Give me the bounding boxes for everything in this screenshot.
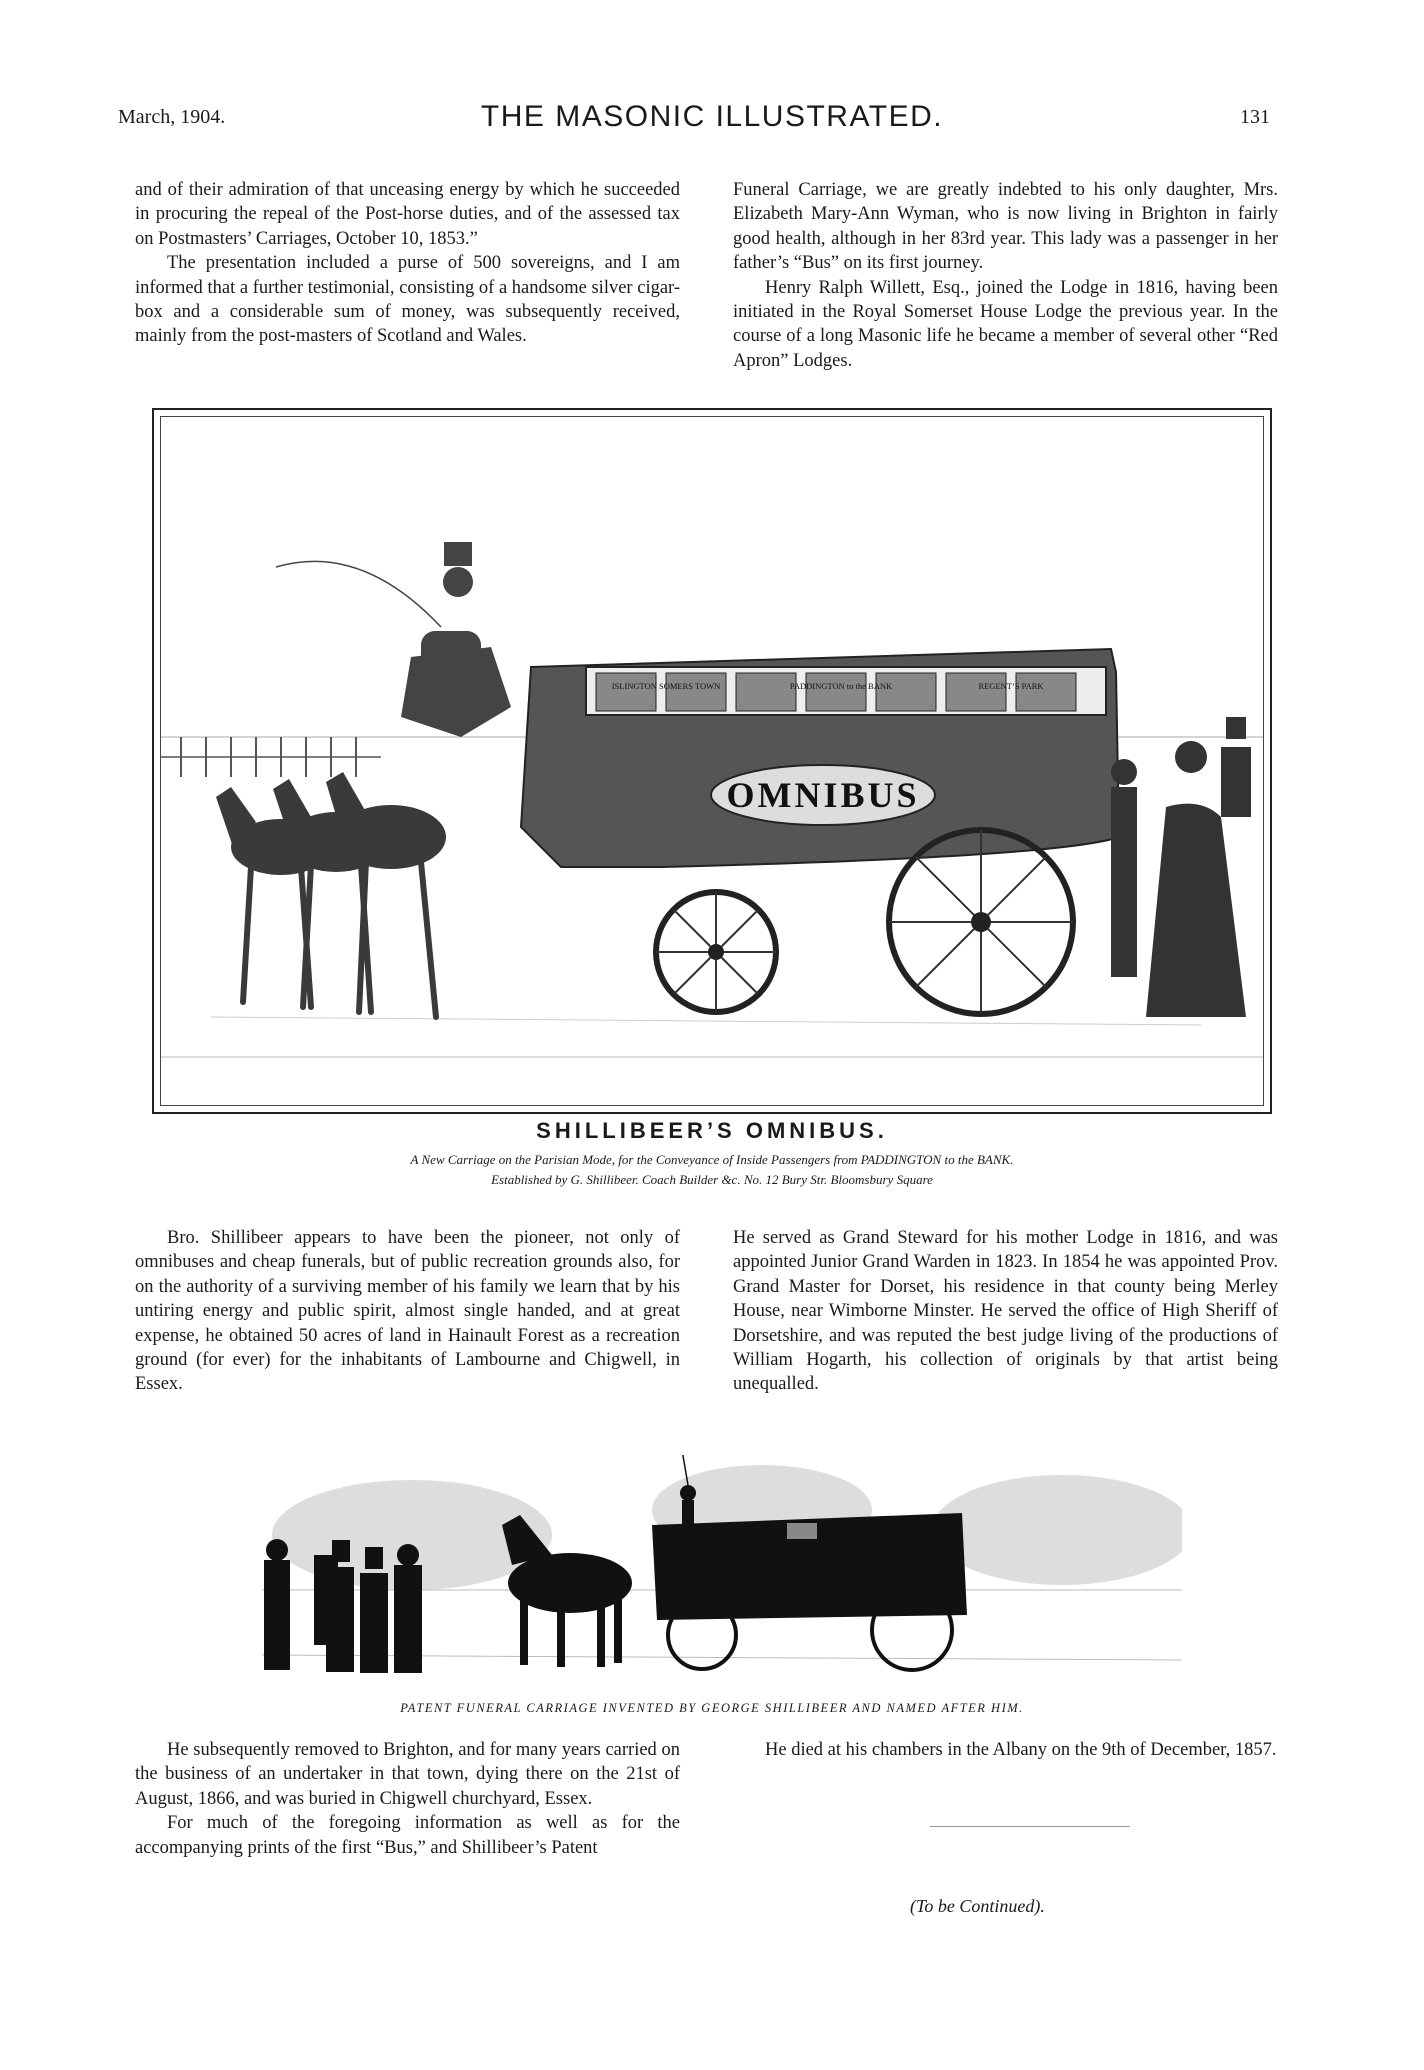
paragraph: He died at his chambers in the Albany on the 9th of December, 1857. [765,1740,1277,1760]
paragraph: For much of the foregoing information as well as for the accompanying prints of the first “Bus,” and Shillibeer’s Patent [135,1813,680,1858]
funeral-carriage-engraving [262,1455,1182,1690]
paragraph: Bro. Shillibeer appears to have been the pioneer, not only of omnibuses and cheap funerals, but of public recreation grounds also, for on the authority of a surviving member of his family we learn that by his untiring energy and public spirit, almost single handed, and at great expense, he obtained 50 acres of land in Hainault Forest as a recreation ground (for ever) for the inhabitants of Lambourne and Chigwell, in Essex. [135,1228,680,1395]
figure2-caption: PATENT FUNERAL CARRIAGE INVENTED BY GEORGE SHILLIBEER AND NAMED AFTER HIM. [400,1701,1024,1715]
middle-right-column [733,1226,1278,1397]
figure1-subcaption: A New Carriage on the Parisian Mode, for the Conveyance of Inside Passengers from PADDINGTON to the BANK. [410,1152,1014,1167]
paragraph: Funeral Carriage, we are greatly indebted to his only daughter, Mrs. Elizabeth Mary-Ann Wyman, who is now living in Brighton in fairly good health, although in her 83rd year. This lady was a passenger in her father’s “Bus” on its first journey. [733,180,1278,274]
section-rule [930,1826,1130,1827]
paragraph: He served as Grand Steward for his mother Lodge in 1816, and was appointed Junior Grand Warden in 1823. In 1854 he was appointed Prov. Grand Master for Dorset, his residence in that county being Merley House, near Wimborne Minster. He served the office of High Sheriff of Dorsetshire, and was reputed the best judge living of the productions of William Hogarth, his collection of originals by that artist being unequalled. [733,1228,1278,1395]
continued-notice: (To be Continued). [910,1896,1045,1916]
page-number: 131 [1240,106,1270,128]
figure1-title: SHILLIBEER’S OMNIBUS. [536,1118,888,1143]
paragraph: He subsequently removed to Brighton, and for many years carried on the business of an undertaker in that town, dying there on the 21st of August, 1866, and was buried in Chigwell churchyard, Essex. [135,1740,680,1809]
bottom-left-column [135,1738,680,1860]
omnibus-illustration [161,417,1264,1106]
omnibus-sign: OMNIBUS [726,775,920,815]
paragraph: and of their admiration of that unceasing energy by which he succeeded in procuring the repeal of the Post-horse duties, and of the assessed tax on Postmasters’ Carriages, October 10, 1853.” [135,180,680,249]
masthead-title: THE MASONIC ILLUSTRATED. [480,100,944,133]
omnibus-engraving [152,408,1272,1114]
destination-panel: REGENT’S PARK [978,681,1044,691]
top-right-column [733,178,1278,373]
page-header [0,100,1424,140]
bottom-right-column [733,1738,1278,1762]
destination-panel: ISLINGTON SOMERS TOWN [611,681,721,691]
destination-panel: PADDINGTON to the BANK [789,681,893,691]
middle-left-column [135,1226,680,1397]
top-left-column [135,178,680,349]
paragraph: Henry Ralph Willett, Esq., joined the Lodge in 1816, having been initiated in the Royal Somerset House Lodge the previous year. In the course of a long Masonic life he became a member of several other “Red Apron” Lodges. [733,277,1278,371]
funeral-carriage-illustration [262,1455,1182,1690]
issue-date: March, 1904. [118,106,226,128]
figure1-subcaption: Established by G. Shillibeer. Coach Builder &c. No. 12 Bury Str. Bloomsbury Square [491,1172,933,1187]
paragraph: The presentation included a purse of 500 sovereigns, and I am informed that a further testimonial, consisting of a handsome silver cigar-box and a considerable sum of money, was subsequently received, mainly from the post-masters of Scotland and Wales. [135,253,680,347]
